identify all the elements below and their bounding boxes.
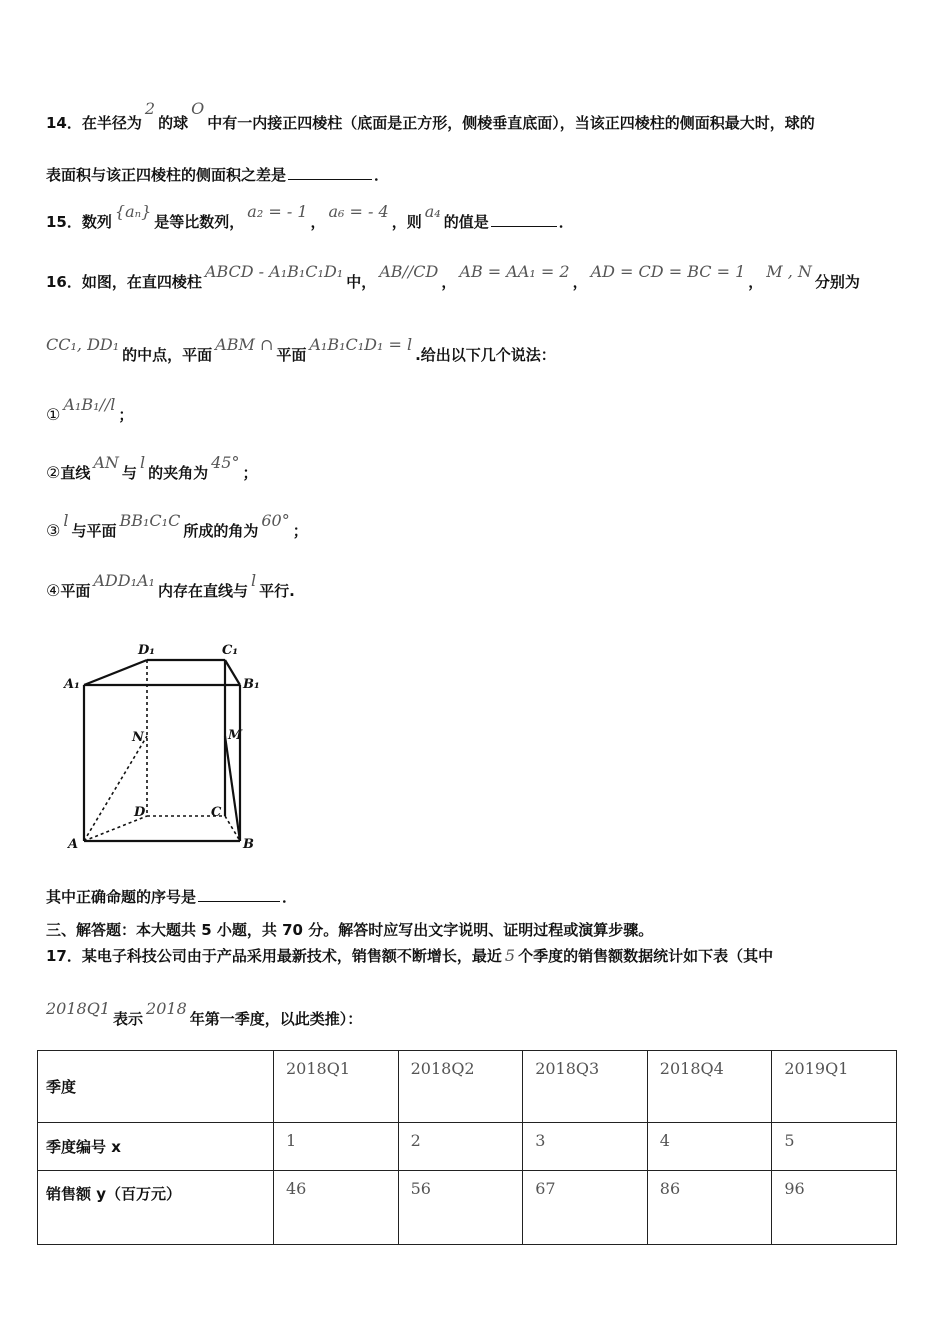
table-cell: 46	[274, 1171, 399, 1245]
statement-2-tail: ；	[242, 464, 258, 482]
statement-1-math: A₁B₁//l	[63, 395, 116, 414]
q16-text-3: 分别为	[814, 273, 860, 291]
statement-3-mark: ③	[46, 521, 61, 540]
statement-4-text-2: 内存在直线与	[157, 582, 248, 600]
q16-math-abm: ABM ∩	[215, 335, 274, 354]
label-a: A	[68, 837, 79, 852]
q15-line	[46, 202, 574, 232]
q16-line-2	[46, 335, 556, 365]
table-cell: 2018Q3	[523, 1051, 648, 1123]
q14-number: 14．	[46, 114, 82, 132]
label-b: B	[243, 837, 254, 852]
statement-2-text-2: 与	[121, 464, 137, 482]
q16-math-parallel: AB//CD	[379, 262, 439, 281]
table-header-quarter: 季度	[38, 1051, 274, 1123]
q16-text-5: 平面	[276, 346, 307, 364]
q17-line-2	[46, 999, 363, 1029]
table-row-index	[38, 1123, 897, 1171]
q16-math-plane: A₁B₁C₁D₁ = l	[309, 335, 413, 354]
table-cell: 2018Q2	[398, 1051, 523, 1123]
statement-3-math-plane: BB₁C₁C	[119, 511, 181, 530]
q16-sep-3: ，	[748, 273, 764, 291]
label-d1: D₁	[138, 643, 155, 658]
q17-line-1	[46, 945, 773, 966]
label-b1: B₁	[243, 677, 260, 692]
q15-text-1: 数列	[81, 213, 112, 231]
table-cell: 5	[772, 1123, 897, 1171]
statement-2-text-1: 直线	[60, 464, 91, 482]
table-cell: 96	[772, 1171, 897, 1245]
statement-1	[46, 395, 134, 425]
q16-math-midpoints: CC₁, DD₁	[46, 335, 120, 354]
q17-text-4: 年第一季度，以此类推）：	[189, 1010, 363, 1028]
q15-math-a2: a₂ = - 1	[247, 202, 308, 221]
q14-answer-blank[interactable]	[288, 178, 372, 180]
table-cell: 4	[647, 1123, 772, 1171]
q15-text-4: 的值是	[443, 213, 489, 231]
q16-number: 16．	[46, 273, 82, 291]
q14-text-1: 在半径为	[81, 114, 142, 132]
q17-number: 17．	[46, 947, 82, 965]
statement-1-tail: ；	[118, 406, 134, 424]
table-cell: 1	[274, 1123, 399, 1171]
table-cell: 2	[398, 1123, 523, 1171]
statement-3-text-2: 所成的角为	[183, 522, 259, 540]
q16-math-eq2: AD = CD = BC = 1	[590, 262, 746, 281]
table-cell: 86	[647, 1171, 772, 1245]
q14-line-2	[46, 164, 389, 185]
statement-3-math-angle: 60°	[261, 511, 290, 530]
q16-conclusion-end: ．	[282, 888, 298, 906]
label-m: M	[228, 728, 243, 743]
statement-2	[46, 453, 258, 483]
q16-math-eq1: AB = AA₁ = 2	[459, 262, 570, 281]
q16-sep-1: ，	[441, 273, 457, 291]
statement-2-text-3: 的夹角为	[148, 464, 209, 482]
q16-conclusion-text: 其中正确命题的序号是	[46, 888, 197, 906]
table-cell: 2018Q1	[274, 1051, 399, 1123]
table-header-index: 季度编号 x	[38, 1123, 274, 1171]
statement-2-math-angle: 45°	[211, 453, 240, 472]
table-header-sales: 销售额 y（百万元）	[38, 1171, 274, 1245]
q14-line-1	[46, 99, 815, 133]
statement-4-text-1: 平面	[60, 582, 91, 600]
q14-text-3: 中有一内接正四棱柱（底面是正方形，侧棱垂直底面），当该正四棱柱的侧面积最大时，球的	[207, 114, 815, 132]
q17-math-5: 5	[504, 946, 516, 965]
q15-math-seq: {aₙ}	[114, 202, 152, 221]
table-row-quarter	[38, 1051, 897, 1123]
section-3-heading: 三、解答题：本大题共 5 小题，共 70 分。解答时应写出文字说明、证明过程或演算步骤。	[46, 921, 654, 939]
q17-text-2: 个季度的销售额数据统计如下表（其中	[518, 947, 774, 965]
q16-math-prism: ABCD - A₁B₁C₁D₁	[204, 262, 344, 281]
q16-math-mn: M , N	[766, 262, 812, 281]
label-c: C	[211, 805, 222, 820]
edge-a-n	[84, 736, 147, 841]
q17-math-q: 2018Q1	[46, 999, 111, 1018]
statement-4-math-plane: ADD₁A₁	[93, 571, 155, 590]
q16-text-6: .给出以下几个说法：	[415, 346, 556, 364]
q15-number: 15．	[46, 213, 82, 231]
statement-3-tail: ；	[292, 522, 308, 540]
statement-2-math-l: l	[139, 453, 146, 472]
q17-text-3: 表示	[113, 1010, 144, 1028]
table-row-sales	[38, 1171, 897, 1245]
table-cell: 56	[398, 1171, 523, 1245]
label-a1: A₁	[64, 677, 80, 692]
edge-c1-b1	[225, 660, 240, 685]
q16-text-1: 如图，在直四棱柱	[81, 273, 202, 291]
prism-figure	[62, 636, 272, 856]
statement-4-math-l: l	[250, 571, 257, 590]
statement-3-text-1: 与平面	[71, 522, 117, 540]
q16-answer-blank[interactable]	[198, 900, 280, 902]
q15-text-3: ，则	[391, 213, 422, 231]
q14-text-2: 的球	[158, 114, 189, 132]
statement-2-math-an: AN	[93, 453, 119, 472]
table-cell: 2019Q1	[772, 1051, 897, 1123]
q16-sep-2: ，	[572, 273, 588, 291]
q16-text-4: 的中点，平面	[122, 346, 213, 364]
q16-conclusion	[46, 886, 297, 907]
label-n: N	[132, 730, 144, 745]
q15-text-2: 是等比数列，	[154, 213, 245, 231]
table-cell: 2018Q4	[647, 1051, 772, 1123]
table-cell: 3	[523, 1123, 648, 1171]
q14-end: ．	[374, 166, 390, 184]
statement-1-mark: ①	[46, 405, 61, 424]
edge-m-b	[225, 736, 240, 841]
q16-text-2: 中，	[346, 273, 377, 291]
q15-math-a4: a₄	[424, 202, 441, 221]
label-c1: C₁	[222, 643, 239, 658]
q14-math-radius: 2	[144, 99, 156, 118]
q14-text-4: 表面积与该正四棱柱的侧面积之差是	[46, 166, 287, 184]
statement-2-mark: ②	[46, 463, 61, 482]
edge-a1-d1	[84, 660, 147, 685]
statement-3	[46, 511, 308, 541]
q15-end: ．	[558, 213, 574, 231]
q14-math-o: O	[191, 99, 205, 118]
table-cell: 67	[523, 1171, 648, 1245]
label-d: D	[134, 805, 146, 820]
statement-4-mark: ④	[46, 581, 61, 600]
q16-line-1	[46, 262, 860, 292]
q15-math-a6: a₆ = - 4	[328, 202, 389, 221]
statement-3-math-l: l	[63, 511, 69, 530]
statement-4	[46, 571, 295, 601]
q15-sep: ，	[310, 213, 326, 231]
sales-table	[37, 1050, 897, 1245]
statement-4-text-3: 平行.	[259, 582, 295, 600]
q17-text-1: 某电子科技公司由于产品采用最新技术，销售额不断增长，最近	[81, 947, 502, 965]
q17-math-year: 2018	[146, 999, 187, 1018]
q15-answer-blank[interactable]	[491, 225, 557, 227]
